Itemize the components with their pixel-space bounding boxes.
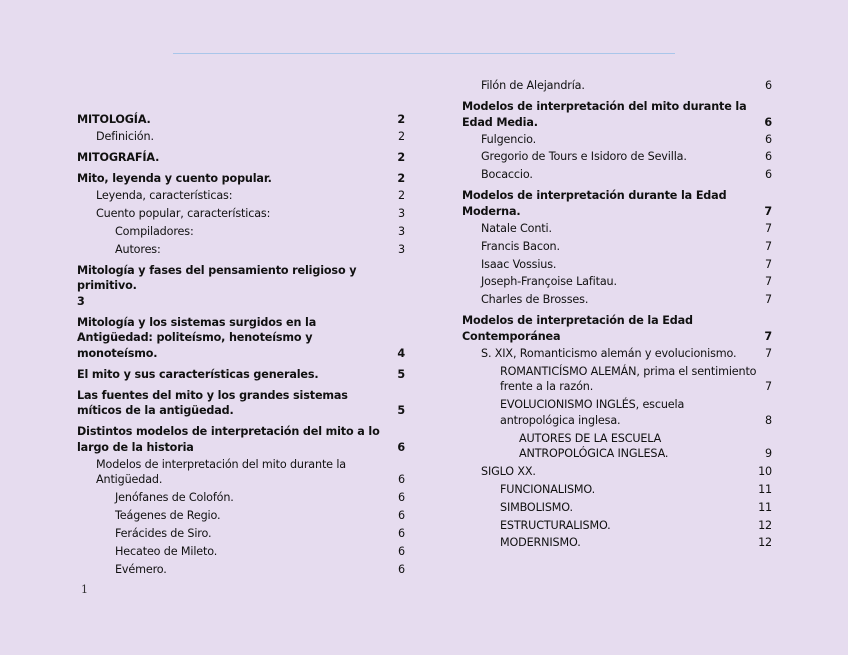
toc-left-column	[77, 112, 405, 580]
toc-entry-page: 6	[397, 440, 405, 454]
toc-entry-title: Cuento popular, características:	[96, 206, 271, 220]
toc-entry[interactable]	[77, 129, 405, 145]
toc-entry[interactable]	[77, 224, 405, 240]
toc-entry-page: 6	[398, 473, 405, 487]
toc-entry[interactable]	[77, 562, 405, 578]
toc-entry-page: 7	[765, 221, 772, 235]
toc-entry-page: 7	[764, 204, 772, 218]
toc-entry[interactable]	[77, 457, 405, 488]
toc-right-column	[462, 78, 772, 553]
toc-entry-title: Fulgencio.	[481, 132, 537, 146]
toc-entry-page: 6	[764, 115, 772, 129]
toc-entry-page: 3	[77, 294, 85, 308]
toc-entry-page: 5	[397, 367, 405, 381]
toc-entry[interactable]	[462, 257, 772, 273]
toc-entry-page: 11	[758, 500, 772, 514]
toc-entry-page: 11	[758, 482, 772, 496]
toc-entry-page: 6	[398, 526, 405, 540]
toc-entry-title: Modelos de interpretación durante la Edad Moderna.	[462, 189, 727, 218]
toc-entry-page: 7	[765, 380, 772, 394]
toc-entry[interactable]	[77, 367, 405, 383]
toc-entry[interactable]	[462, 132, 772, 148]
header-rule	[173, 53, 675, 54]
toc-entry-page: 2	[397, 151, 405, 164]
toc-entry[interactable]	[77, 424, 405, 455]
toc-entry-title: SIGLO XX.	[481, 464, 536, 478]
toc-entry-title: Modelos de interpretación del mito durante la Edad Media.	[462, 100, 747, 129]
toc-entry-page: 7	[765, 275, 772, 289]
toc-entry[interactable]	[462, 188, 772, 219]
toc-entry-title: Modelos de interpretación de la Edad Contemporánea	[462, 314, 693, 343]
toc-entry[interactable]	[77, 526, 405, 542]
toc-entry-page: 7	[765, 293, 772, 307]
toc-entry-page: 6	[398, 562, 405, 576]
toc-entry-title: Modelos de interpretación del mito durante la Antigüedad.	[96, 457, 346, 487]
toc-entry-title: Jenófanes de Colofón.	[115, 491, 234, 505]
toc-entry-title: FUNCIONALISMO.	[500, 482, 596, 496]
toc-entry-title: Natale Conti.	[481, 221, 552, 235]
toc-entry-title: Distintos modelos de interpretación del mito a lo largo de la historia	[77, 425, 380, 454]
toc-entry[interactable]	[77, 206, 405, 222]
toc-entry-page: 6	[765, 150, 772, 164]
toc-entry-title: Filón de Alejandría.	[481, 79, 585, 92]
toc-entry-title: MODERNISMO.	[500, 536, 581, 550]
toc-entry-page: 2	[397, 172, 405, 185]
toc-entry[interactable]	[462, 292, 772, 308]
toc-entry-title: Las fuentes del mito y los grandes sistemas míticos de la antigüedad.	[77, 388, 348, 418]
toc-entry-page: 4	[397, 346, 405, 360]
toc-entry[interactable]	[462, 482, 772, 498]
toc-entry-page: 7	[765, 257, 772, 271]
toc-entry-title: SIMBOLISMO.	[500, 500, 573, 514]
toc-entry[interactable]	[462, 397, 772, 428]
toc-entry-page: 6	[765, 132, 772, 146]
toc-entry[interactable]	[462, 346, 772, 362]
toc-entry[interactable]	[77, 315, 405, 362]
toc-entry[interactable]	[462, 149, 772, 165]
toc-entry-page: 6	[398, 508, 405, 522]
toc-entry-page: 3	[398, 206, 405, 220]
toc-entry-title: ROMANTICÍSMO ALEMÁN, prima el sentimiento frente a la razón.	[500, 364, 757, 394]
toc-entry[interactable]	[462, 221, 772, 237]
toc-entry-title: Bocaccio.	[481, 168, 533, 182]
toc-entry-page: 7	[765, 239, 772, 253]
toc-entry[interactable]	[77, 263, 405, 310]
toc-entry-title: Teágenes de Regio.	[115, 508, 221, 522]
toc-entry-page: 6	[765, 168, 772, 182]
toc-entry-title: AUTORES DE LA ESCUELA ANTROPOLÓGICA INGLESA.	[519, 431, 669, 461]
toc-entry[interactable]	[462, 313, 772, 344]
toc-entry[interactable]	[77, 242, 405, 258]
toc-entry-title: Joseph-Françoise Lafitau.	[481, 275, 617, 289]
toc-entry[interactable]	[462, 99, 772, 130]
toc-entry[interactable]	[462, 500, 772, 516]
toc-entry-title: Ferácides de Siro.	[115, 526, 212, 540]
toc-entry-title: Isaac Vossius.	[481, 257, 557, 271]
toc-entry-title: EVOLUCIONISMO INGLÉS, escuela antropológica inglesa.	[500, 398, 685, 427]
toc-entry-page: 3	[398, 242, 405, 256]
toc-entry[interactable]	[462, 535, 772, 551]
toc-entry-title: MITOGRAFÍA.	[77, 151, 160, 164]
toc-entry[interactable]	[77, 544, 405, 560]
toc-entry[interactable]	[77, 388, 405, 419]
toc-entry[interactable]	[462, 167, 772, 183]
toc-entry-page: 12	[758, 536, 772, 550]
toc-entry-page: 12	[758, 518, 772, 532]
toc-entry[interactable]	[77, 150, 405, 166]
toc-entry-page: 6	[765, 79, 772, 92]
toc-entry[interactable]	[462, 464, 772, 480]
toc-entry-title: Mitología y fases del pensamiento religioso y primitivo.	[77, 263, 357, 293]
toc-entry-page: 7	[764, 329, 772, 343]
toc-entry[interactable]	[77, 171, 405, 187]
toc-entry-page: 3	[398, 224, 405, 238]
toc-entry-page: 5	[397, 404, 405, 418]
toc-entry-title: Autores:	[115, 242, 161, 256]
toc-entry-title: Mitología y los sistemas surgidos en la Antigüedad: politeísmo, henoteísmo y monoteísmo.	[77, 315, 317, 360]
toc-entry-title: Compiladores:	[115, 224, 194, 238]
toc-entry-page: 2	[398, 189, 405, 202]
toc-entry-page: 2	[397, 113, 405, 126]
toc-entry[interactable]	[77, 508, 405, 524]
toc-entry[interactable]	[77, 188, 405, 204]
page-number: 1	[81, 583, 88, 596]
toc-entry[interactable]	[462, 239, 772, 255]
toc-entry-page: 2	[398, 130, 405, 143]
toc-entry-title: Francis Bacon.	[481, 239, 560, 253]
toc-entry-title: MITOLOGÍA.	[77, 113, 151, 126]
toc-entry[interactable]	[462, 518, 772, 534]
toc-entry-page: 7	[765, 346, 772, 360]
toc-entry-page: 10	[758, 464, 772, 478]
toc-entry-page: 6	[398, 544, 405, 558]
toc-entry-page: 6	[398, 491, 405, 505]
toc-entry-page: 9	[765, 447, 772, 461]
toc-entry[interactable]	[462, 364, 772, 395]
toc-entry-title: El mito y sus características generales.	[77, 367, 319, 381]
toc-entry[interactable]	[77, 490, 405, 506]
toc-entry-title: Mito, leyenda y cuento popular.	[77, 172, 272, 185]
toc-entry[interactable]	[462, 274, 772, 290]
toc-entry-title: Leyenda, características:	[96, 189, 233, 202]
toc-entry-title: Evémero.	[115, 562, 167, 576]
toc-entry[interactable]	[77, 112, 405, 128]
toc-entry[interactable]	[462, 431, 772, 462]
toc-entry-title: Charles de Brosses.	[481, 293, 589, 307]
toc-entry-title: ESTRUCTURALISMO.	[500, 518, 611, 532]
toc-entry-title: Hecateo de Mileto.	[115, 544, 218, 558]
toc-entry-title: Gregorio de Tours e Isidoro de Sevilla.	[481, 150, 687, 164]
toc-entry[interactable]	[462, 78, 772, 94]
toc-entry-title: Definición.	[96, 130, 154, 143]
toc-entry-title: S. XIX, Romanticismo alemán y evolucionismo.	[481, 346, 737, 360]
toc-entry-page: 8	[765, 413, 772, 427]
